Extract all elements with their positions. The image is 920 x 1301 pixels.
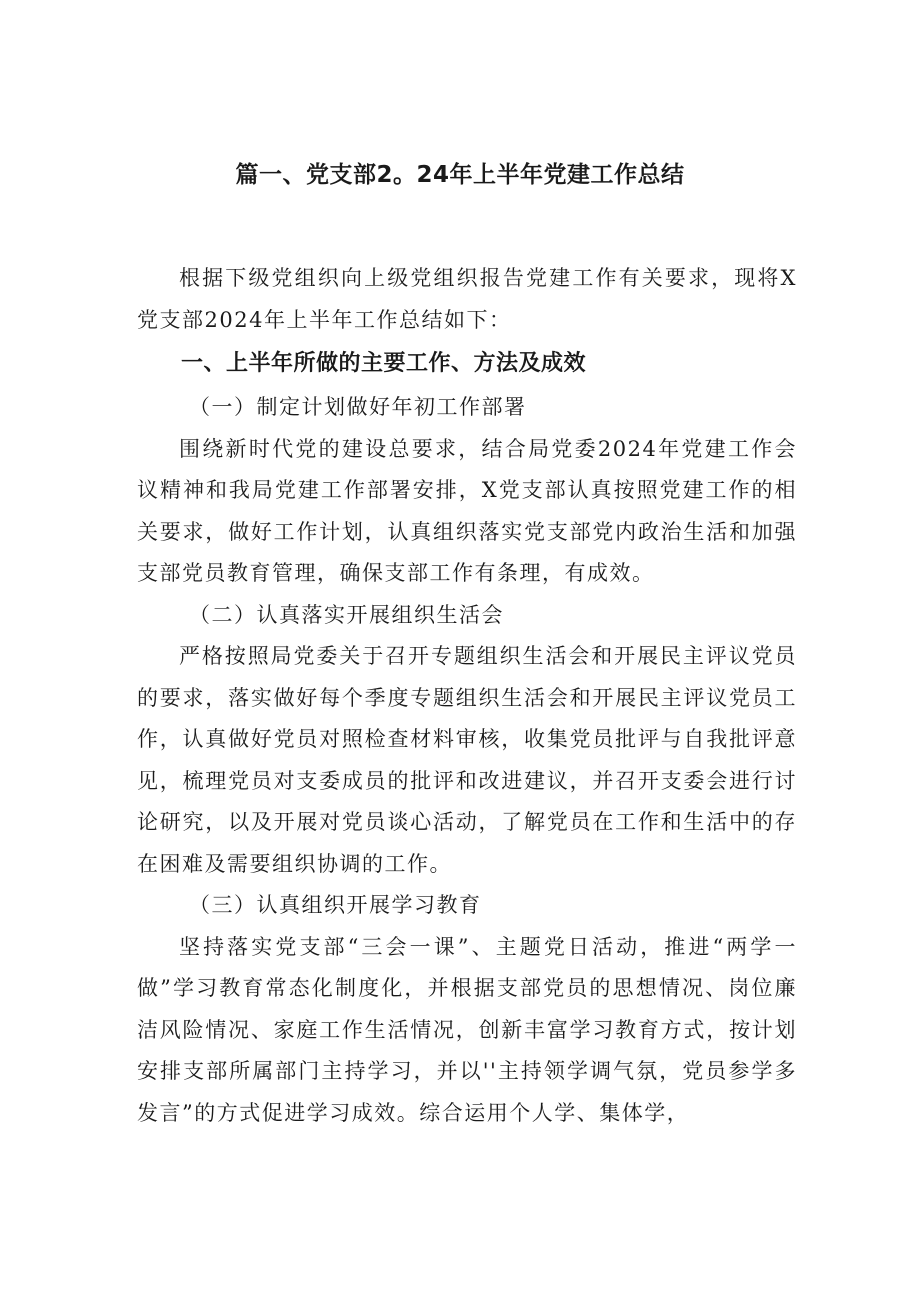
subsection-heading-2: （二）认真落实开展组织生活会 xyxy=(189,602,504,627)
document-body xyxy=(137,258,797,1134)
document-title: 篇一、党支部2。24年上半年党建工作总结 xyxy=(235,162,685,188)
subsection-heading-1: （一）制定计划做好年初工作部署 xyxy=(189,395,527,419)
subsection-paragraph-3: 坚持落实党支部“三会一课”、主题党日活动，推进“两学一做”学习教育常态化制度化，并根据支部党员的思想情况、岗位廉洁风险情况、家庭工作生活情况，创新丰富学习教育方式，按计划安排支部所属部门主持学习，并以''主持领学调气氛，党员参学多发言”的方式促进学习成效。综合运用个人学、集体学， xyxy=(137,934,797,1125)
subsection-heading-3: （三）认真组织开展学习教育 xyxy=(189,893,482,917)
subsection-paragraph-1: 围绕新时代党的建设总要求，结合局党委2024年党建工作会议精神和我局党建工作部署安排，X党支部认真按照党建工作的相关要求，做好工作计划，认真组织落实党支部党内政治生活和加强支部党员教育管理，确保支部工作有条理，有成效。 xyxy=(137,436,797,585)
section-heading: 一、上半年所做的主要工作、方法及成效 xyxy=(181,351,587,376)
subsection-paragraph-2: 严格按照局党委关于召开专题组织生活会和开展民主评议党员的要求，落实做好每个季度专题组织生活会和开展民主评议党员工作，认真做好党员对照检查材料审核，收集党员批评与自我批评意见，梳理党员对支委成员的批评和改进建议，并召开支委会进行讨论研究，以及开展对党员谈心活动，了解党员在工作和生活中的存在困难及需要组织协调的工作。 xyxy=(137,644,797,876)
intro-paragraph: 根据下级党组织向上级党组织报告党建工作有关要求，现将X党支部2024年上半年工作总结如下： xyxy=(137,266,797,332)
